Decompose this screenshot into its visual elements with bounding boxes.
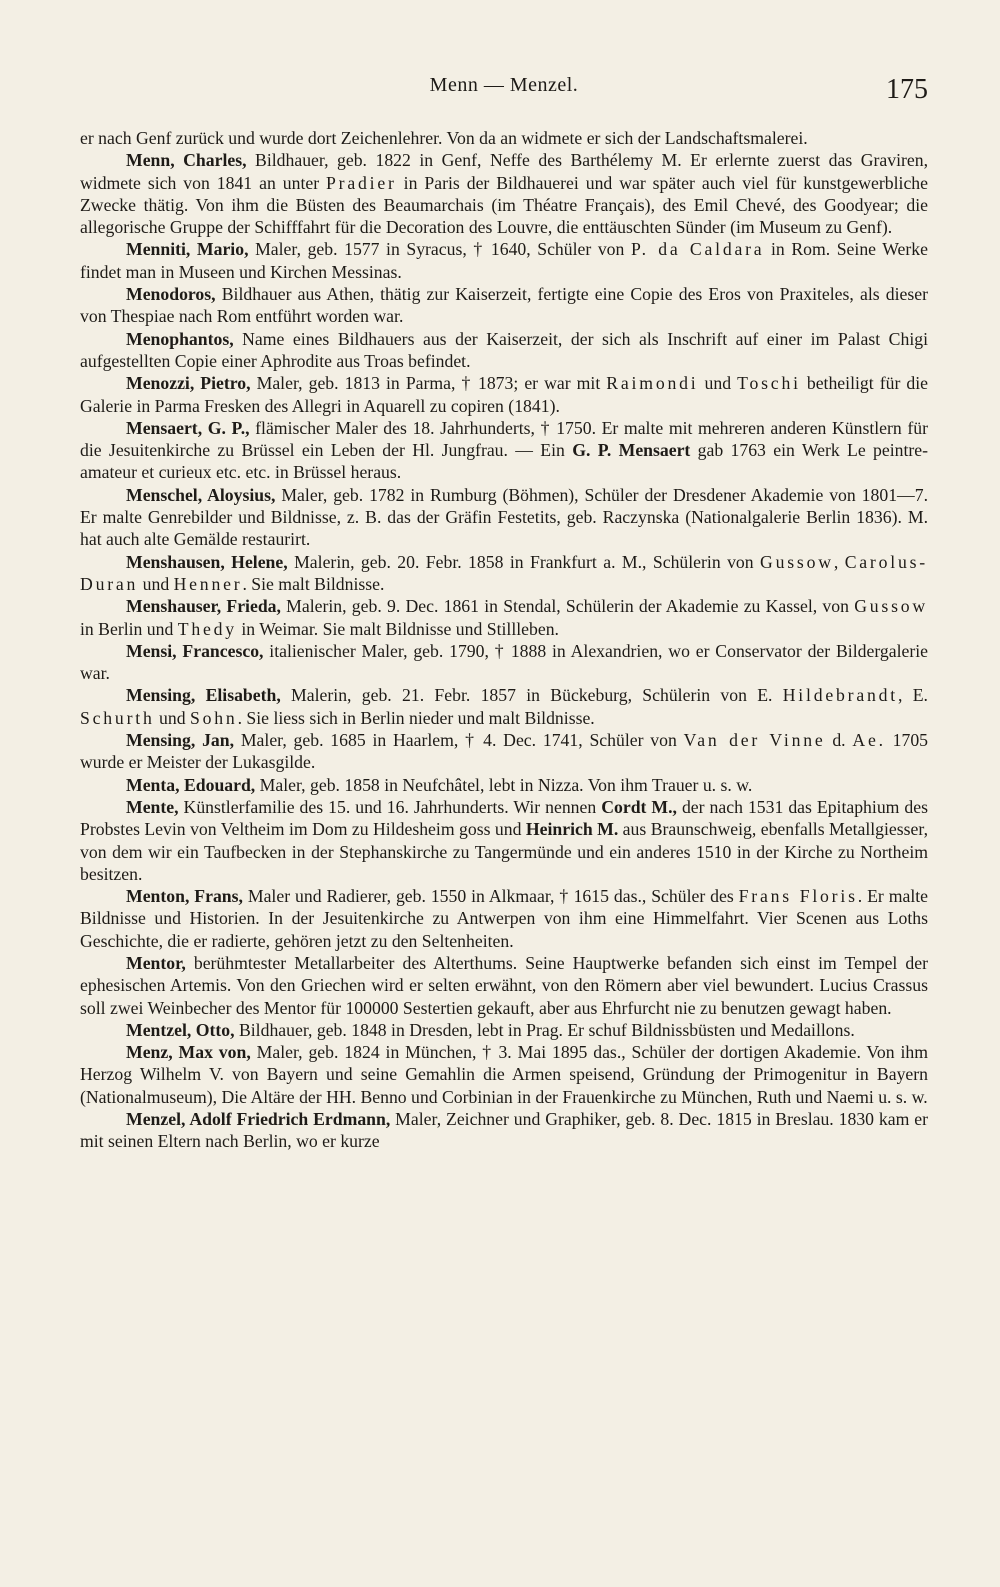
entry-text: . Sie malt Bildnisse. bbox=[242, 573, 385, 594]
spaced-name: Schurth bbox=[80, 707, 155, 728]
spaced-name: Gussow bbox=[760, 551, 834, 572]
entry-text: flämischer Maler des 18. Jahrhunderts, † 1750. Er malte mit mehreren anderen Künstlern für die Jesuitenkirche zu Brüssel ein Leben der Hl. Jungfrau. — Ein bbox=[80, 417, 928, 461]
dictionary-entry bbox=[80, 551, 928, 596]
dictionary-entry bbox=[80, 328, 928, 373]
dictionary-entry bbox=[80, 417, 928, 484]
entry-text: er nach Genf zurück und wurde dort Zeichenlehrer. Von da an widmete er sich der Landschaftsmalerei. bbox=[80, 128, 808, 148]
dictionary-entry bbox=[80, 1108, 928, 1153]
dictionary-entry bbox=[80, 774, 928, 796]
entry-text: aus Braunschweig, ebenfalls Metallgiesser, von dem wir ein Taufbecken in der Stephanskirche zu Tangermünde und ein anderes 1510 in der Kirche zu Northeim besitzen. bbox=[80, 819, 929, 884]
entry-text: in Paris der Bildhauerei und war später auch viel für kunstgewerbliche Zwecke thätig. Von ihm die Büsten des Beaumarchais (im Théatre Français), des Emil Chevé, des Goodyear; die allegorische Gruppe der Schifffahrt für die Decoration des Louvre, die enttäuschten Sünder (im Museum zu Genf). bbox=[80, 172, 928, 238]
spaced-name: P. da Caldara bbox=[630, 239, 765, 260]
entry-headword: Mente, bbox=[126, 796, 179, 817]
dictionary-entry bbox=[80, 729, 928, 774]
spaced-name: Frans Floris bbox=[738, 886, 858, 907]
entry-headword: Menta, Edouard, bbox=[126, 774, 256, 795]
page-number: 175 bbox=[886, 74, 928, 105]
entry-headword: Cordt M., bbox=[601, 796, 677, 817]
entry-headword: Menshausen, Helene, bbox=[126, 551, 288, 572]
entry-headword: Menn, Charles, bbox=[126, 150, 247, 171]
entry-headword: Menschel, Aloysius, bbox=[126, 484, 276, 505]
entry-headword: Mensing, Jan, bbox=[126, 730, 235, 751]
entry-text: Malerin, geb. 20. Febr. 1858 in Frankfurt a. M., Schülerin von bbox=[287, 551, 761, 572]
entry-headword: Menz, Max von, bbox=[126, 1042, 251, 1063]
spaced-name: Pradier bbox=[326, 172, 397, 193]
spaced-name: Van der Vinne bbox=[683, 730, 826, 751]
entry-headword: Mentzel, Otto, bbox=[126, 1019, 235, 1040]
entry-headword: Menton, Frans, bbox=[126, 886, 243, 907]
entry-text: d. bbox=[825, 730, 853, 751]
entry-text: , E. bbox=[898, 685, 928, 706]
spaced-name: Ae. bbox=[852, 730, 886, 751]
entry-text: Bildhauer aus Athen, thätig zur Kaiserzeit, fertigte eine Copie des Eros von Praxiteles, als dieser von Thespiae nach Rom entführt worden war. bbox=[80, 284, 928, 327]
entry-headword: Menozzi, Pietro, bbox=[126, 373, 251, 394]
entry-text: Maler, geb. 1577 in Syracus, † 1640, Schüler von bbox=[248, 239, 631, 260]
entry-text: Maler, geb. 1824 in München, † 3. Mai 1895 das., Schüler der dortigen Akademie. Von ihm Herzog Wilhelm V. von Bayern und seine Gemahlin die Armen speisend, Gründung der Primogenitur in Bayern (Nationalmuseum), Die Altäre der HH. Benno und Corbinian in der Frauenkirche zu München, Ruth und Naemi u. s. w. bbox=[80, 1042, 928, 1107]
entry-text: Maler und Radierer, geb. 1550 in Alkmaar, † 1615 das., Schüler des bbox=[242, 886, 739, 907]
entry-headword: Menshauser, Frieda, bbox=[126, 596, 281, 617]
entry-headword: Menzel, Adolf Friedrich Erdmann, bbox=[126, 1109, 391, 1130]
dictionary-entry bbox=[80, 1041, 928, 1108]
entry-text: der nach 1531 das Epitaphium des Probstes Levin von Veltheim im Dom zu Hildesheim goss und bbox=[80, 796, 928, 840]
spaced-name: Sohn bbox=[190, 707, 238, 728]
dictionary-entry bbox=[80, 796, 928, 885]
entry-headword: Menophantos, bbox=[126, 328, 234, 349]
spaced-name: Raimondi bbox=[606, 373, 699, 394]
entry-text: und bbox=[154, 707, 190, 728]
entry-text: betheiligt für die Galerie in Parma Fresken des Allegri in Aquarell zu copiren (1841). bbox=[80, 373, 928, 416]
entry-text: Maler, geb. 1858 in Neufchâtel, lebt in Nizza. Von ihm Trauer u. s. w. bbox=[255, 774, 753, 795]
page-header bbox=[80, 66, 928, 106]
spaced-name: Hildebrandt bbox=[782, 685, 899, 706]
entry-text: gab 1763 ein Werk Le peintre-amateur et curieux etc. etc. in Brüssel heraus. bbox=[80, 440, 928, 483]
dictionary-entry bbox=[80, 238, 928, 283]
entry-text: in Berlin und bbox=[80, 618, 178, 639]
entry-text: Name eines Bildhauers aus der Kaiserzeit, der sich als Inschrift auf einer im Palast Chigi aufgestellten Copie einer Aphrodite aus Troas befindet. bbox=[80, 328, 928, 371]
entry-text: Maler, geb. 1685 in Haarlem, † 4. Dec. 1741, Schüler von bbox=[234, 730, 684, 751]
entry-text: . Sie liess sich in Berlin nieder und malt Bildnisse. bbox=[237, 707, 595, 728]
entry-continuation bbox=[80, 127, 928, 149]
dictionary-entry bbox=[80, 484, 928, 551]
spaced-name: Carolus-Duran bbox=[80, 551, 929, 594]
entry-headword: Heinrich M. bbox=[525, 819, 619, 840]
dictionary-entry bbox=[80, 684, 928, 729]
dictionary-entry bbox=[80, 283, 928, 328]
entry-text: berühmtester Metallarbeiter des Alterthums. Seine Hauptwerke befanden sich einst im Tempel der ephesischen Artemis. Von den Griechen wird er selten erwähnt, von den Römern aber viel bewundert. Lucius Crassus soll zwei Weinbecher des Mentor für 100000 Sestertien gekauft, aber aus Ehrfurcht nie zu benutzen gewagt haben. bbox=[80, 952, 928, 1018]
entry-text: Bildhauer, geb. 1848 in Dresden, lebt in Prag. Er schuf Bildnissbüsten und Medaillons. bbox=[234, 1019, 855, 1040]
dictionary-entry bbox=[80, 372, 928, 417]
dictionary-entry bbox=[80, 885, 928, 952]
entry-text: . Er malte Bildnisse und Historien. In der Jesuitenkirche zu Antwerpen von ihm eine Himmelfahrt. Vier Scenen aus Loths Geschichte, die er radierte, gehören jetzt zu den Seltenheiten. bbox=[80, 886, 929, 951]
entry-text: Maler, geb. 1782 in Rumburg (Böhmen), Schüler der Dresdener Akademie von 1801—7. Er malte Genrebilder und Bildnisse, z. B. das der Gräfin Festetits, geb. Raczynska (Nationalgalerie Berlin 1836). M. hat auch alte Gemälde restaurirt. bbox=[80, 484, 928, 550]
entry-headword: Menniti, Mario, bbox=[126, 239, 249, 260]
entry-headword: Mentor, bbox=[126, 952, 186, 973]
dictionary-entry bbox=[80, 149, 928, 238]
entry-headword: Mensing, Elisabeth, bbox=[126, 685, 281, 706]
entry-text: und bbox=[698, 373, 738, 394]
entry-text: Malerin, geb. 9. Dec. 1861 in Stendal, Schülerin der Akademie zu Kassel, von bbox=[280, 596, 855, 617]
entry-headword: Mensi, Francesco, bbox=[126, 640, 264, 661]
spaced-name: Toschi bbox=[737, 373, 801, 394]
entry-text: Künstlerfamilie des 15. und 16. Jahrhunderts. Wir nennen bbox=[178, 796, 602, 817]
entry-headword: G. P. Mensaert bbox=[572, 440, 691, 461]
dictionary-entries bbox=[80, 127, 928, 1153]
entry-text: und bbox=[138, 573, 174, 594]
entry-text: 1705 wurde er Meister der Lukasgilde. bbox=[80, 730, 929, 773]
entry-text: Malerin, geb. 21. Febr. 1857 in Bückeburg, Schülerin von E. bbox=[280, 685, 783, 706]
spaced-name: Gussow bbox=[854, 596, 928, 617]
entry-headword: Menodoros, bbox=[126, 284, 216, 305]
entry-text: Maler, Zeichner und Graphiker, geb. 8. Dec. 1815 in Breslau. 1830 kam er mit seinen Eltern nach Berlin, wo er kurze bbox=[80, 1109, 928, 1152]
entry-text: in Rom. Seine Werke findet man in Museen und Kirchen Messinas. bbox=[80, 239, 928, 282]
dictionary-entry bbox=[80, 1019, 928, 1041]
entry-text: Maler, geb. 1813 in Parma, † 1873; er war mit bbox=[250, 373, 607, 394]
entry-text: in Weimar. Sie malt Bildnisse und Stillleben. bbox=[236, 618, 559, 639]
dictionary-entry bbox=[80, 952, 928, 1019]
spaced-name: Thedy bbox=[177, 618, 237, 639]
entry-text: italienischer Maler, geb. 1790, † 1888 in Alexandrien, wo er Conservator der Bildergalerie war. bbox=[80, 640, 928, 684]
entry-headword: Mensaert, G. P., bbox=[126, 417, 250, 438]
running-title: Menn — Menzel. bbox=[429, 74, 579, 96]
dictionary-entry bbox=[80, 595, 928, 640]
dictionary-entry bbox=[80, 640, 928, 685]
spaced-name: Henner bbox=[173, 573, 243, 594]
entry-text: Bildhauer, geb. 1822 in Genf, Neffe des Barthélemy M. Er erlernte zuerst das Graviren, widmete sich von 1841 an unter bbox=[80, 150, 929, 193]
entry-text: , bbox=[833, 551, 845, 572]
